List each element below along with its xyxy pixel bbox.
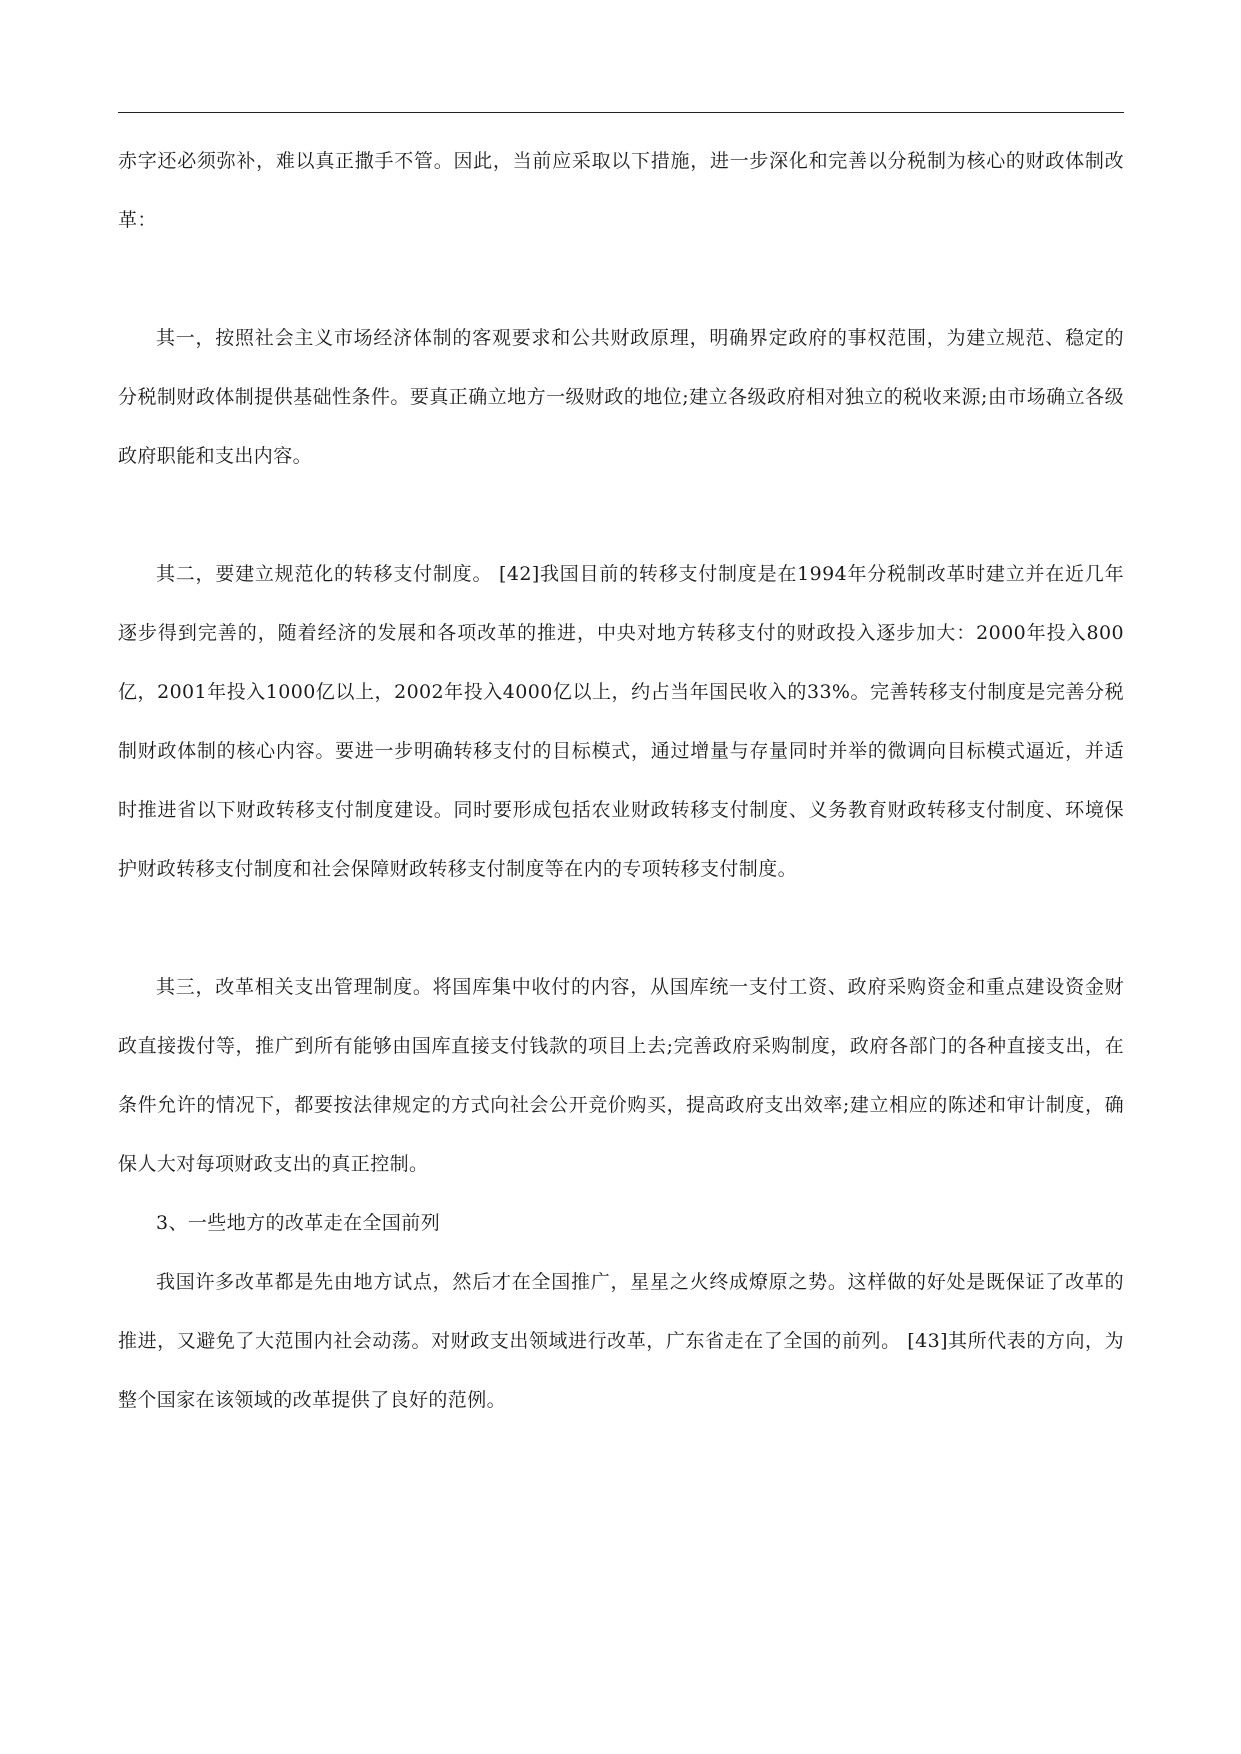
paragraph-local-reform: 我国许多改革都是先由地方试点，然后才在全国推广，星星之火终成燎原之势。这样做的好处是既保证了改革的推进，又避免了大范围内社会动荡。对财政支出领域进行改革，广东省走在了全国的前列。 [43]其所代表的方向，为整个国家在该领域的改革提供了良好的范例。 — [118, 1271, 1124, 1411]
section-heading: 3、一些地方的改革走在全国前列 — [156, 1212, 441, 1234]
paragraph-spacer — [118, 250, 1124, 309]
paragraph-spacer — [118, 899, 1124, 958]
paragraph-spacer — [118, 486, 1124, 545]
header-rule — [118, 112, 1124, 113]
paragraph-measure-two: 其二，要建立规范化的转移支付制度。 [42]我国目前的转移支付制度是在1994年分税制改革时建立并在近几年逐步得到完善的，随着经济的发展和各项改革的推进，中央对地方转移支付的财政投入逐步加大：2000年投入800亿，2001年投入1000亿以上，2002年投入4000亿以上，约占当年国民收入的33%。完善转移支付制度是完善分税制财政体制的核心内容。要进一步明确转移支付的目标模式，通过增量与存量同时并举的微调向目标模式逼近，并适时推进省以下财政转移支付制度建设。同时要形成包括农业财政转移支付制度、义务教育财政转移支付制度、环境保护财政转移支付制度和社会保障财政转移支付制度等在内的专项转移支付制度。 — [118, 563, 1124, 880]
paragraph-measure-three: 其三，改革相关支出管理制度。将国库集中收付的内容，从国库统一支付工资、政府采购资金和重点建设资金财政直接拨付等，推广到所有能够由国库直接支付钱款的项目上去;完善政府采购制度，政府各部门的各种直接支出，在条件允许的情况下，都要按法律规定的方式向社会公开竞价购买，提高政府支出效率;建立相应的陈述和审计制度，确保人大对每项财政支出的真正控制。 — [118, 976, 1124, 1175]
paragraph-measure-one: 其一，按照社会主义市场经济体制的客观要求和公共财政原理，明确界定政府的事权范围，为建立规范、稳定的分税制财政体制提供基础性条件。要真正确立地方一级财政的地位;建立各级政府相对独立的税收来源;由市场确立各级政府职能和支出内容。 — [118, 327, 1124, 467]
paragraph-continuation: 赤字还必须弥补，难以真正撒手不管。因此，当前应采取以下措施，进一步深化和完善以分税制为核心的财政体制改革： — [118, 150, 1124, 231]
document-body — [118, 132, 1124, 1430]
